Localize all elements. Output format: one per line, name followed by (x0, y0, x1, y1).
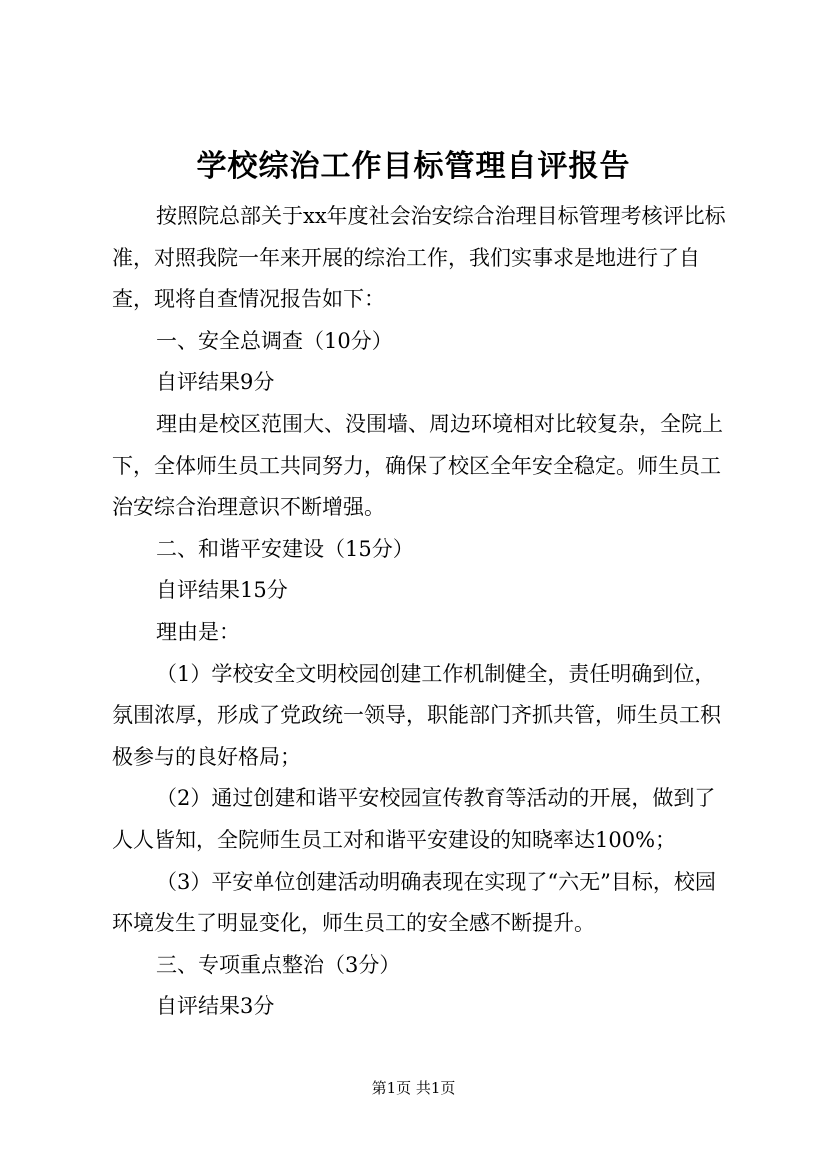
reason-item-3: （3）平安单位创建活动明确表现在实现了“六无”目标，校园环境发生了明显变化，师生员工的安全感不断提升。 (112, 869, 716, 936)
section-score-2: 自评结果15分 (156, 578, 288, 603)
reason-item-2: （2）通过创建和谐平安校园宣传教育等活动的开展，做到了人人皆知，全院师生员工对和谐平安建设的知晓率达100%； (112, 786, 716, 852)
document-body (112, 196, 732, 1028)
section-reason-1: 理由是校区范围大、没围墙、周边环境相对比较复杂，全院上下，全体师生员工共同努力，确保了校区全年安全稳定。师生员工治安综合治理意识不断增强。 (112, 411, 723, 520)
section-heading-2: 二、和谐平安建设（15分） (156, 536, 414, 561)
paragraph-intro: 按照院总部关于xx年度社会治安综合治理目标管理考核评比标准，对照我院一年来开展的综治工作，我们实事求是地进行了自查，现将自查情况报告如下： (112, 204, 726, 312)
section-reason-label-2: 理由是： (156, 619, 240, 644)
section-score-1: 自评结果9分 (156, 370, 275, 395)
section-score-3: 自评结果3分 (156, 994, 275, 1019)
section-heading-3: 三、专项重点整治（3分） (156, 952, 401, 977)
section-heading-1: 一、安全总调查（10分） (156, 328, 393, 353)
reason-item-1: （1）学校安全文明校园创建工作机制健全，责任明确到位，氛围浓厚，形成了党政统一领导，职能部门齐抓共管，师生员工积极参与的良好格局； (112, 661, 721, 769)
document-title: 学校综治工作目标管理自评报告 (196, 149, 631, 184)
page-footer: 第1页 共1页 (371, 1079, 456, 1097)
